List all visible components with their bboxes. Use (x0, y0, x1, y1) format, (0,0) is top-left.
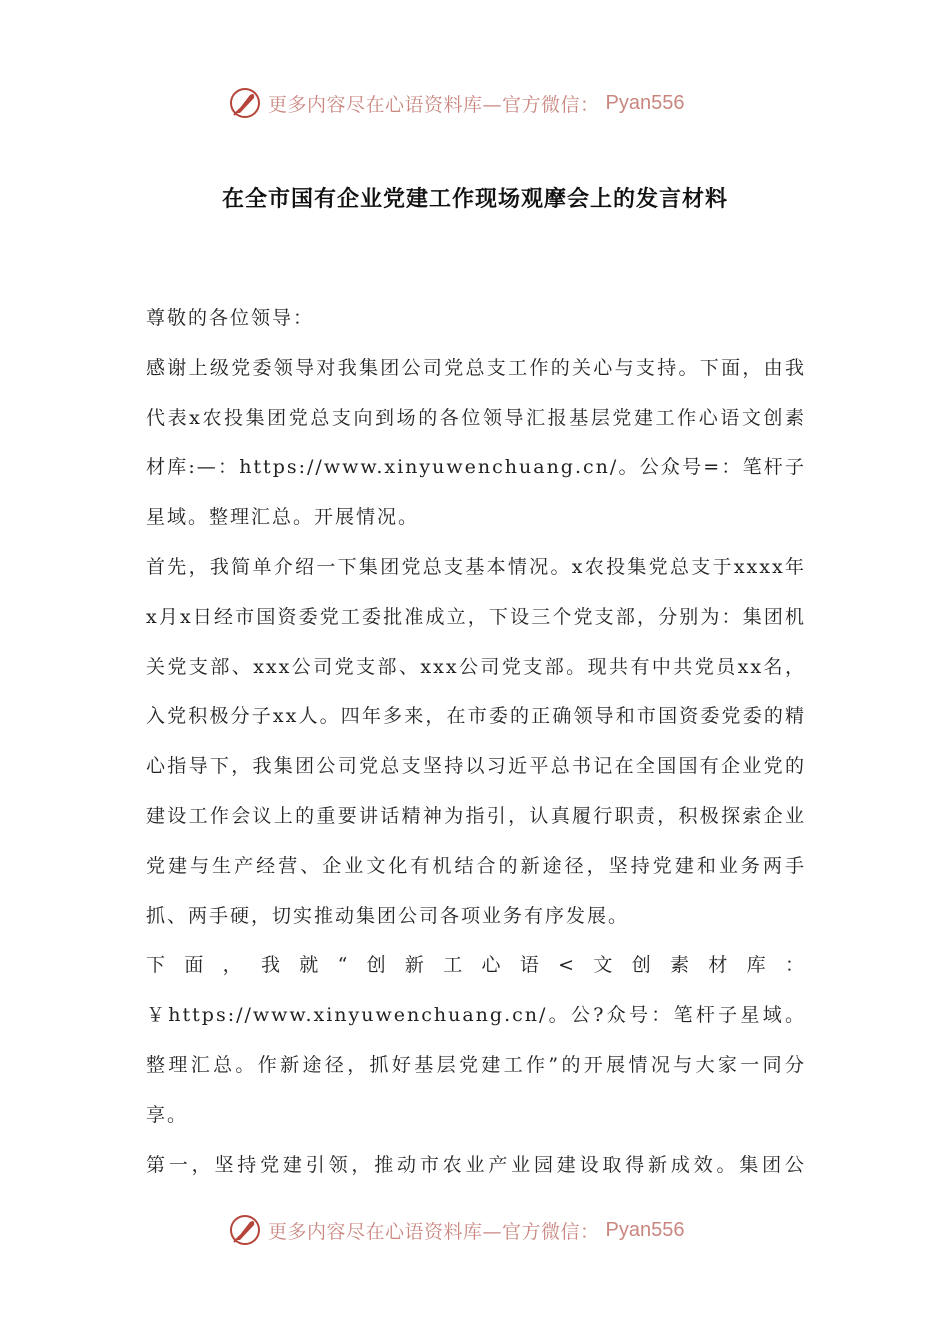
paragraph-first-point: 第一，坚持党建引领，推动市农业产业园建设取得新成效。集团公 (146, 1153, 806, 1176)
header-watermark-banner (228, 83, 684, 123)
banner-contact: Pyan556 (605, 1218, 685, 1241)
quill-pen-logo-icon (228, 1213, 262, 1247)
paragraph-salutation: 尊敬的各位领导： (146, 307, 315, 329)
banner-text: 更多内容尽在心语资料库—官方微信： (268, 93, 600, 116)
paragraph-intro: 感谢上级党委领导对我集团公司党总支工作的关心与支持。下面，由我代表x农投集团党总支向到场的各位领导汇报基层党建工作心语文创素材库:—：https://www.xinyuwenchuang.cn/。公众号=：笔杆子星域。整理汇总。开展情况。 (146, 356, 806, 529)
banner-text: 更多内容尽在心语资料库—官方微信： (268, 1220, 600, 1243)
banner-contact: Pyan556 (605, 91, 685, 114)
document-body (146, 294, 806, 1190)
document-title: 在全市国有企业党建工作现场观摩会上的发言材料 (221, 187, 728, 212)
paragraph-topic: 下面，我就“创新工心语<文创素材库：￥https://www.xinyuwenchuang.cn/。公?众号：笔杆子星域。整理汇总。作新途径，抓好基层党建工作”的开展情况与大家一同分享。 (146, 954, 806, 1126)
footer-watermark-banner (228, 1210, 684, 1250)
quill-pen-logo-icon (228, 86, 262, 120)
paragraph-overview: 首先，我简单介绍一下集团党总支基本情况。x农投集党总支于xxxx年x月x日经市国资委党工委批准成立，下设三个党支部，分别为：集团机关党支部、xxx公司党支部、xxx公司党支部。现共有中共党员xx名，入党积极分子xx人。四年多来，在市委的正确领导和市国资委党委的精心指导下，我集团公司党总支坚持以习近平总书记在全国国有企业党的建设工作会议上的重要讲话精神为指引，认真履行职责，积极探索企业党建与生产经营、企业文化有机结合的新途径，坚持党建和业务两手抓、两手硬，切实推动集团公司各项业务有序发展。 (146, 555, 806, 927)
